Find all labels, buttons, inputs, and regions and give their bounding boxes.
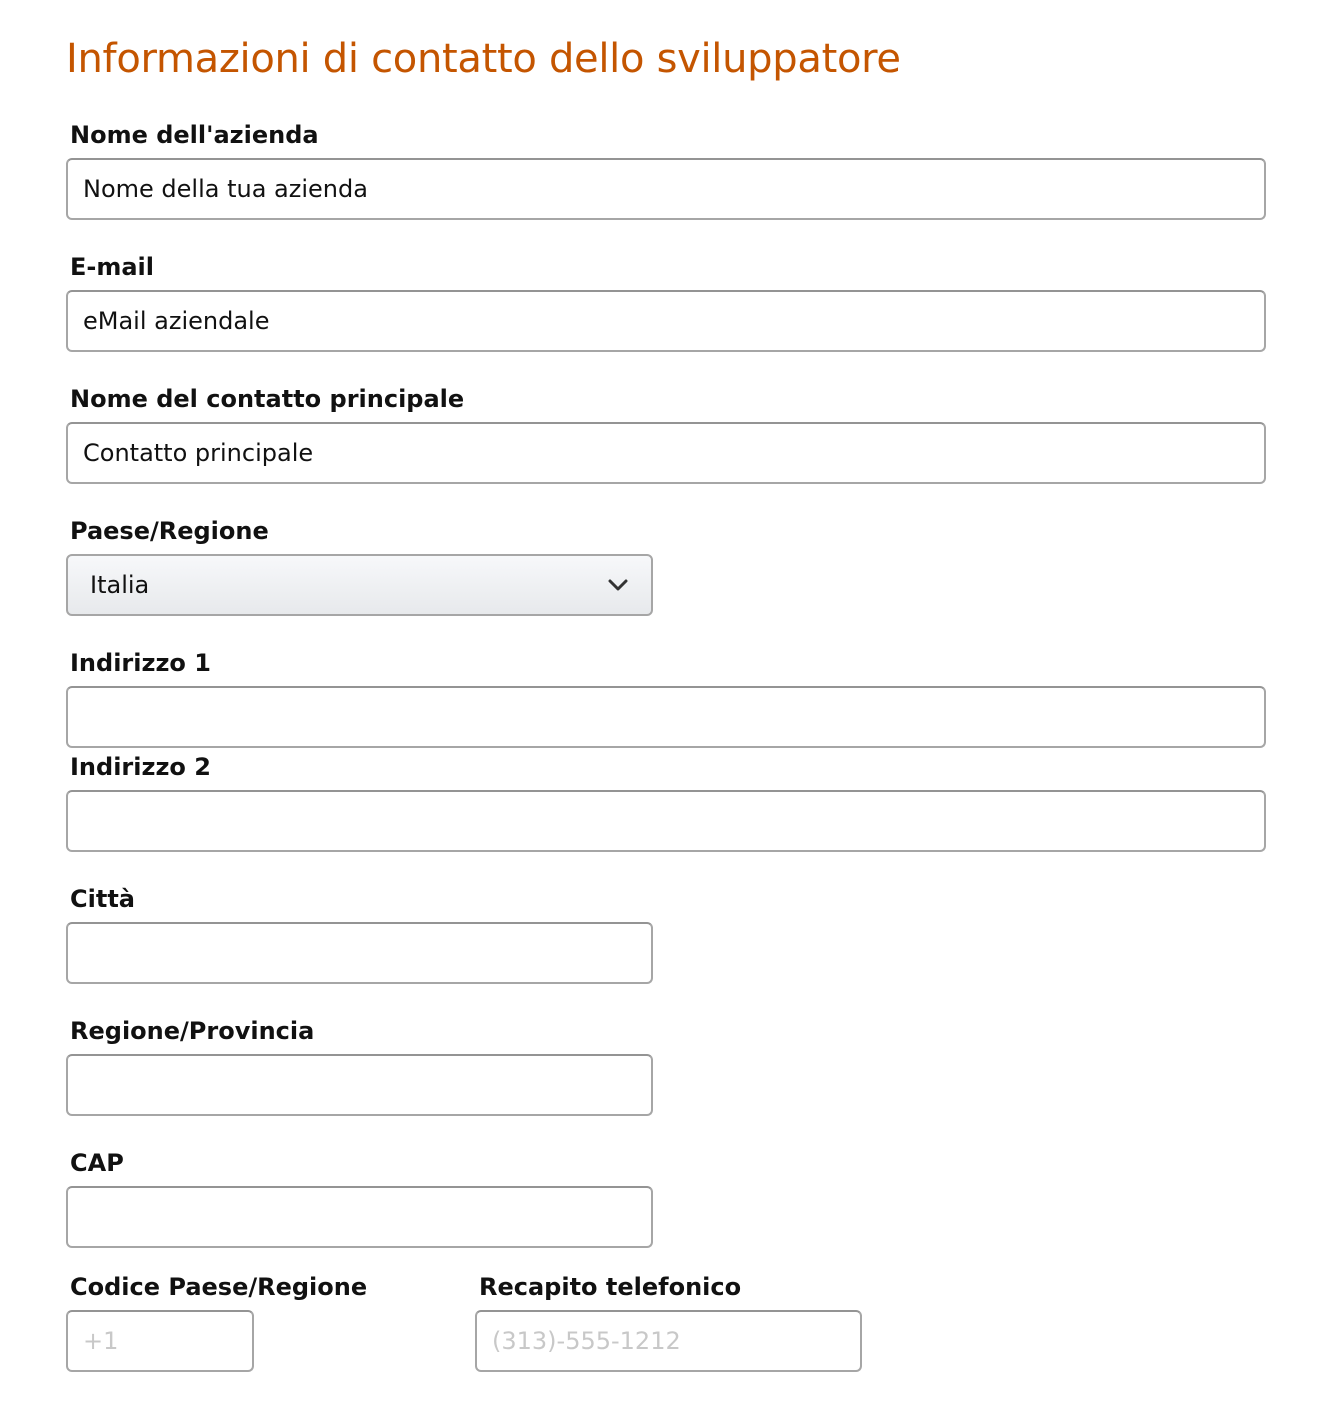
company-name-label: Nome dell'azienda — [70, 121, 319, 149]
chevron-down-icon — [607, 574, 629, 596]
address-1-input[interactable] — [66, 686, 1266, 748]
country-region-select[interactable] — [66, 554, 653, 616]
country-region-selected-value: Italia — [90, 571, 150, 599]
region-province-input[interactable] — [66, 1054, 653, 1116]
country-code-input[interactable] — [66, 1310, 254, 1372]
address-1-label: Indirizzo 1 — [70, 649, 211, 677]
postal-code-input[interactable] — [66, 1186, 653, 1248]
primary-contact-input[interactable] — [66, 422, 1266, 484]
phone-input[interactable] — [475, 1310, 862, 1372]
city-label: Città — [70, 885, 135, 913]
country-code-label: Codice Paese/Regione — [70, 1273, 368, 1301]
address-2-label: Indirizzo 2 — [70, 753, 211, 781]
postal-code-label: CAP — [70, 1149, 124, 1177]
phone-label: Recapito telefonico — [479, 1273, 742, 1301]
primary-contact-label: Nome del contatto principale — [70, 385, 465, 413]
email-label: E-mail — [70, 253, 155, 281]
page-title: Informazioni di contatto dello sviluppatore — [66, 36, 901, 82]
city-input[interactable] — [66, 922, 653, 984]
address-2-input[interactable] — [66, 790, 1266, 852]
email-input[interactable] — [66, 290, 1266, 352]
region-province-label: Regione/Provincia — [70, 1017, 315, 1045]
company-name-input[interactable] — [66, 158, 1266, 220]
country-region-label: Paese/Regione — [70, 517, 269, 545]
